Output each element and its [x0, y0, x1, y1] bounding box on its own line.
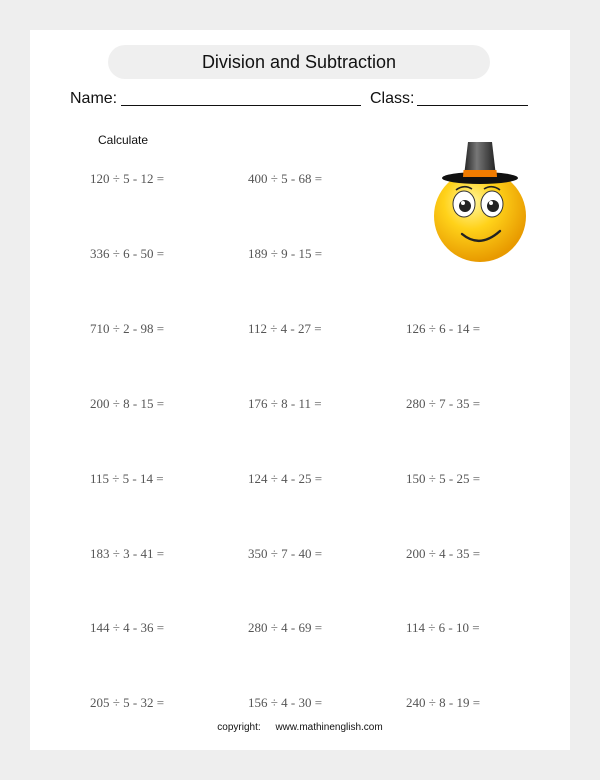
problem-r8-c1: 205 ÷ 5 - 32 =	[90, 695, 165, 711]
name-class-row	[70, 88, 540, 112]
name-label: Name:	[70, 90, 118, 107]
worksheet-page	[30, 30, 570, 750]
problem-r7-c3: 114 ÷ 6 - 10 =	[406, 620, 480, 636]
problem-r5-c1: 115 ÷ 5 - 14 =	[90, 470, 164, 486]
problem-r4-c2: 176 ÷ 8 - 11 =	[248, 395, 322, 411]
problem-r2-c1: 336 ÷ 6 - 50 =	[90, 245, 165, 261]
instruction-text: Calculate	[98, 133, 149, 147]
problem-r1-c1: 120 ÷ 5 - 12 =	[90, 171, 165, 186]
problem-r8-c2: 156 ÷ 4 - 30 =	[248, 695, 323, 711]
problem-r7-c1: 144 ÷ 4 - 36 =	[90, 620, 165, 636]
problem-r6-c3: 200 ÷ 4 - 35 =	[406, 545, 481, 561]
class-field-line[interactable]	[417, 105, 528, 106]
problem-r1-c2: 400 ÷ 5 - 68 =	[248, 171, 323, 186]
problem-r3-c3: 126 ÷ 6 - 14 =	[406, 320, 481, 336]
worksheet-title: Division and Subtraction	[108, 45, 490, 79]
problem-r6-c2: 350 ÷ 7 - 40 =	[248, 545, 323, 561]
problem-r3-c1: 710 ÷ 2 - 98 =	[90, 320, 165, 336]
class-label: Class:	[370, 90, 415, 107]
problem-r4-c3: 280 ÷ 7 - 35 =	[406, 395, 481, 411]
copyright-label: copyright:	[217, 722, 261, 733]
problem-r7-c2: 280 ÷ 4 - 69 =	[248, 620, 323, 636]
name-field-line[interactable]	[121, 105, 361, 106]
copyright-line	[30, 722, 570, 733]
problem-r6-c1: 183 ÷ 3 - 41 =	[90, 545, 165, 561]
copyright-site-link[interactable]: www.mathinenglish.com	[275, 722, 383, 733]
problem-r8-c3: 240 ÷ 8 - 19 =	[406, 695, 481, 711]
problem-r3-c2: 112 ÷ 4 - 27 =	[248, 320, 322, 336]
problem-r5-c2: 124 ÷ 4 - 25 =	[248, 470, 323, 486]
smiley-with-hat-icon	[430, 136, 530, 266]
problem-r5-c3: 150 ÷ 5 - 25 =	[406, 470, 481, 486]
problem-r4-c1: 200 ÷ 8 - 15 =	[90, 395, 165, 411]
problem-r2-c2: 189 ÷ 9 - 15 =	[248, 245, 323, 261]
